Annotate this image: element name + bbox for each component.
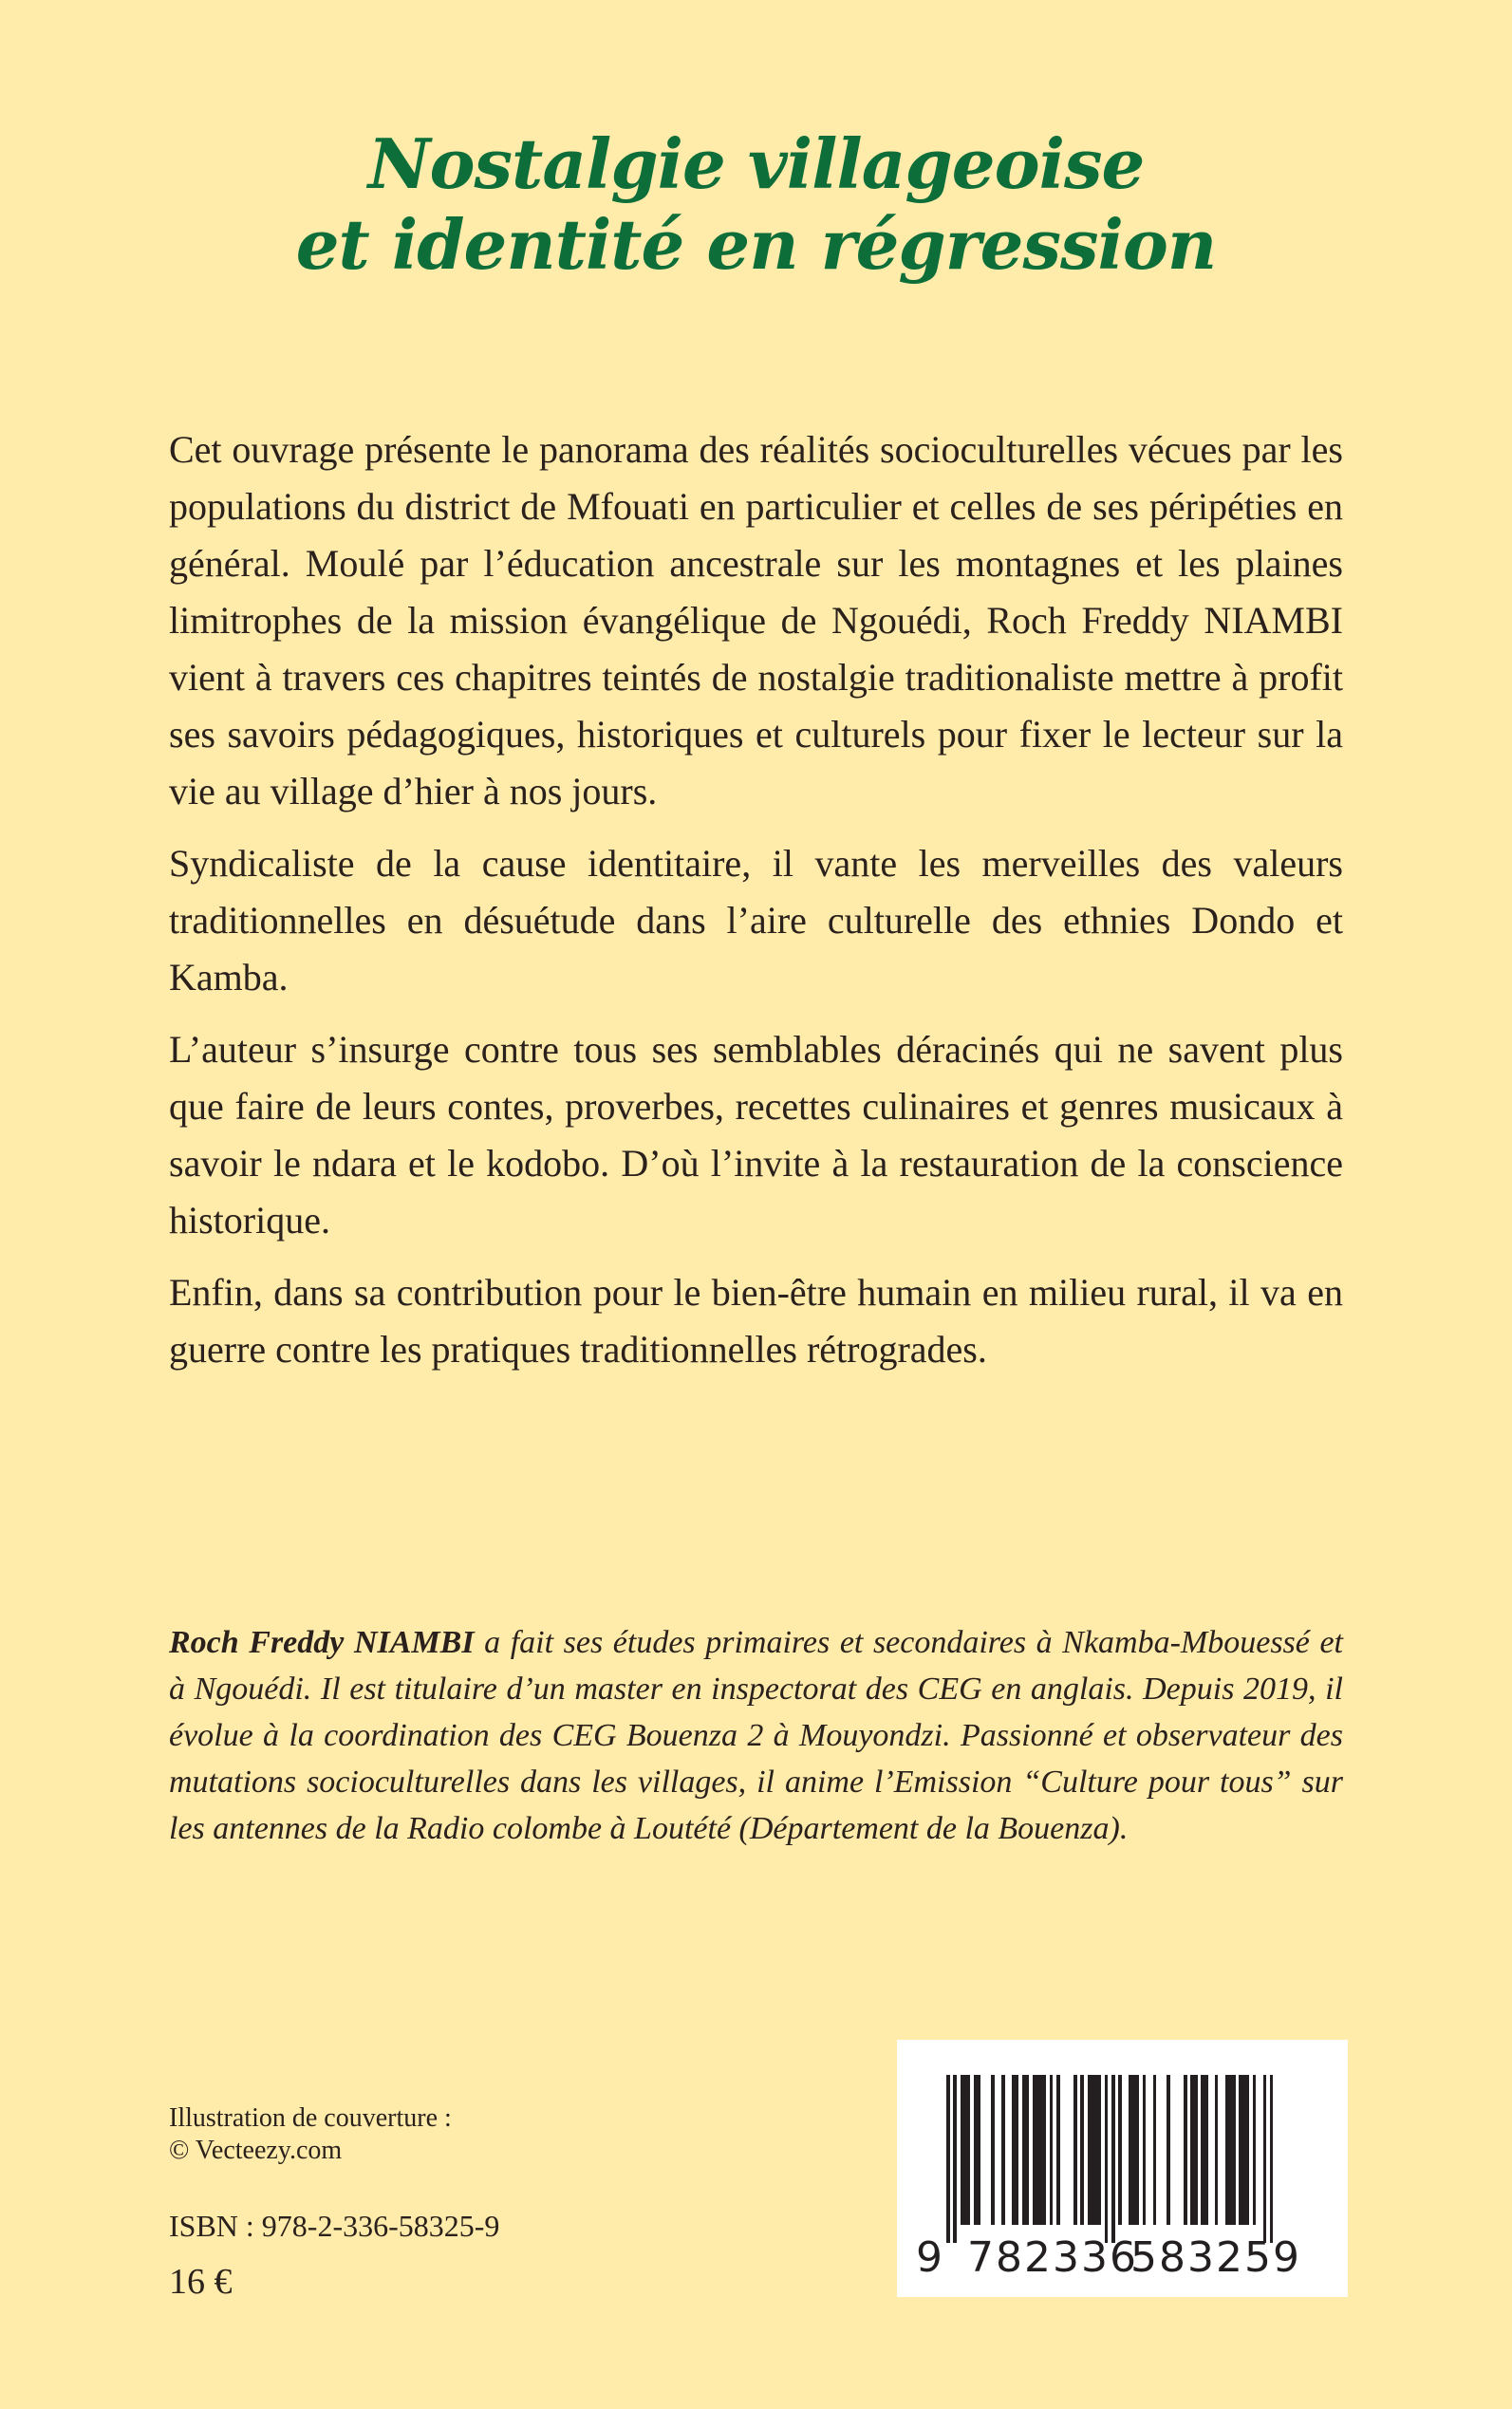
summary-paragraph-2: Syndicaliste de la cause identitaire, il vante les merveilles des valeurs traditionnelles en désuétude dans l’aire culturelle des ethnies Dondo et Kamba. (169, 842, 1343, 999)
summary-section (169, 421, 1343, 1393)
summary-paragraph-1: Cet ouvrage présente le panorama des réalités socioculturelles vécues par les populations du district de Mfouati en particulier et celles de ses péripéties en général. Moulé par l’éducation ancestrale sur les montagnes et les plaines limitrophes de la mission évangélique de Ngouédi, Roch Freddy NIAMBI vient à travers ces chapitres teintés de nostalgie traditionaliste mettre à profit ses savoirs pédagogiques, historiques et culturels pour fixer le lecteur sur la vie au village d’hier à nos jours. (169, 428, 1343, 812)
author-name: Roch Freddy NIAMBI (169, 1625, 475, 1660)
author-bio-text: a fait ses études primaires et secondaires à Nkamba-Mbouessé et à Ngouédi. Il est titulaire d’un master en inspectorat des CEG en anglais. Depuis 2019, il évolue à la coordination des CEG Bouenza 2 à Mouyondzi. Passionné et observateur des mutations socioculturelles dans les villages, il anime l’Emission “Culture pour tous” sur les antennes de la Radio colombe à Loutété (Département de la Bouenza). (169, 1625, 1344, 1846)
barcode-digits-left: 782336 (967, 2233, 1138, 2282)
barcode (897, 2040, 1348, 2297)
title-line-1: Nostalgie villageoise (367, 123, 1145, 204)
author-bio (169, 1619, 1343, 1852)
barcode-digits-right: 583259 (1130, 2233, 1301, 2282)
credits-block (169, 2102, 738, 2306)
author-bio-paragraph (169, 1619, 1343, 1852)
isbn: ISBN : 978-2-336-58325-9 (169, 2209, 500, 2243)
price: 16 € (169, 2262, 233, 2302)
illustration-source: © Vecteezy.com (169, 2136, 343, 2165)
illustration-label: Illustration de couverture : (169, 2103, 452, 2133)
barcode-digit-first: 9 (916, 2233, 943, 2282)
book-title (0, 123, 1512, 285)
title-line-2: et identité en régression (295, 204, 1217, 285)
summary-paragraph-3: L’auteur s’insurge contre tous ses semblables déracinés qui ne savent plus que faire de leurs contes, proverbes, recettes culinaires et genres musicaux à savoir le ndara et le kodobo. D’où l’invite à la restauration de la conscience historique. (169, 1028, 1343, 1242)
summary-paragraph-4: Enfin, dans sa contribution pour le bien-être humain en milieu rural, il va en guerre contre les pratiques traditionnelles rétrogrades. (169, 1271, 1343, 1371)
